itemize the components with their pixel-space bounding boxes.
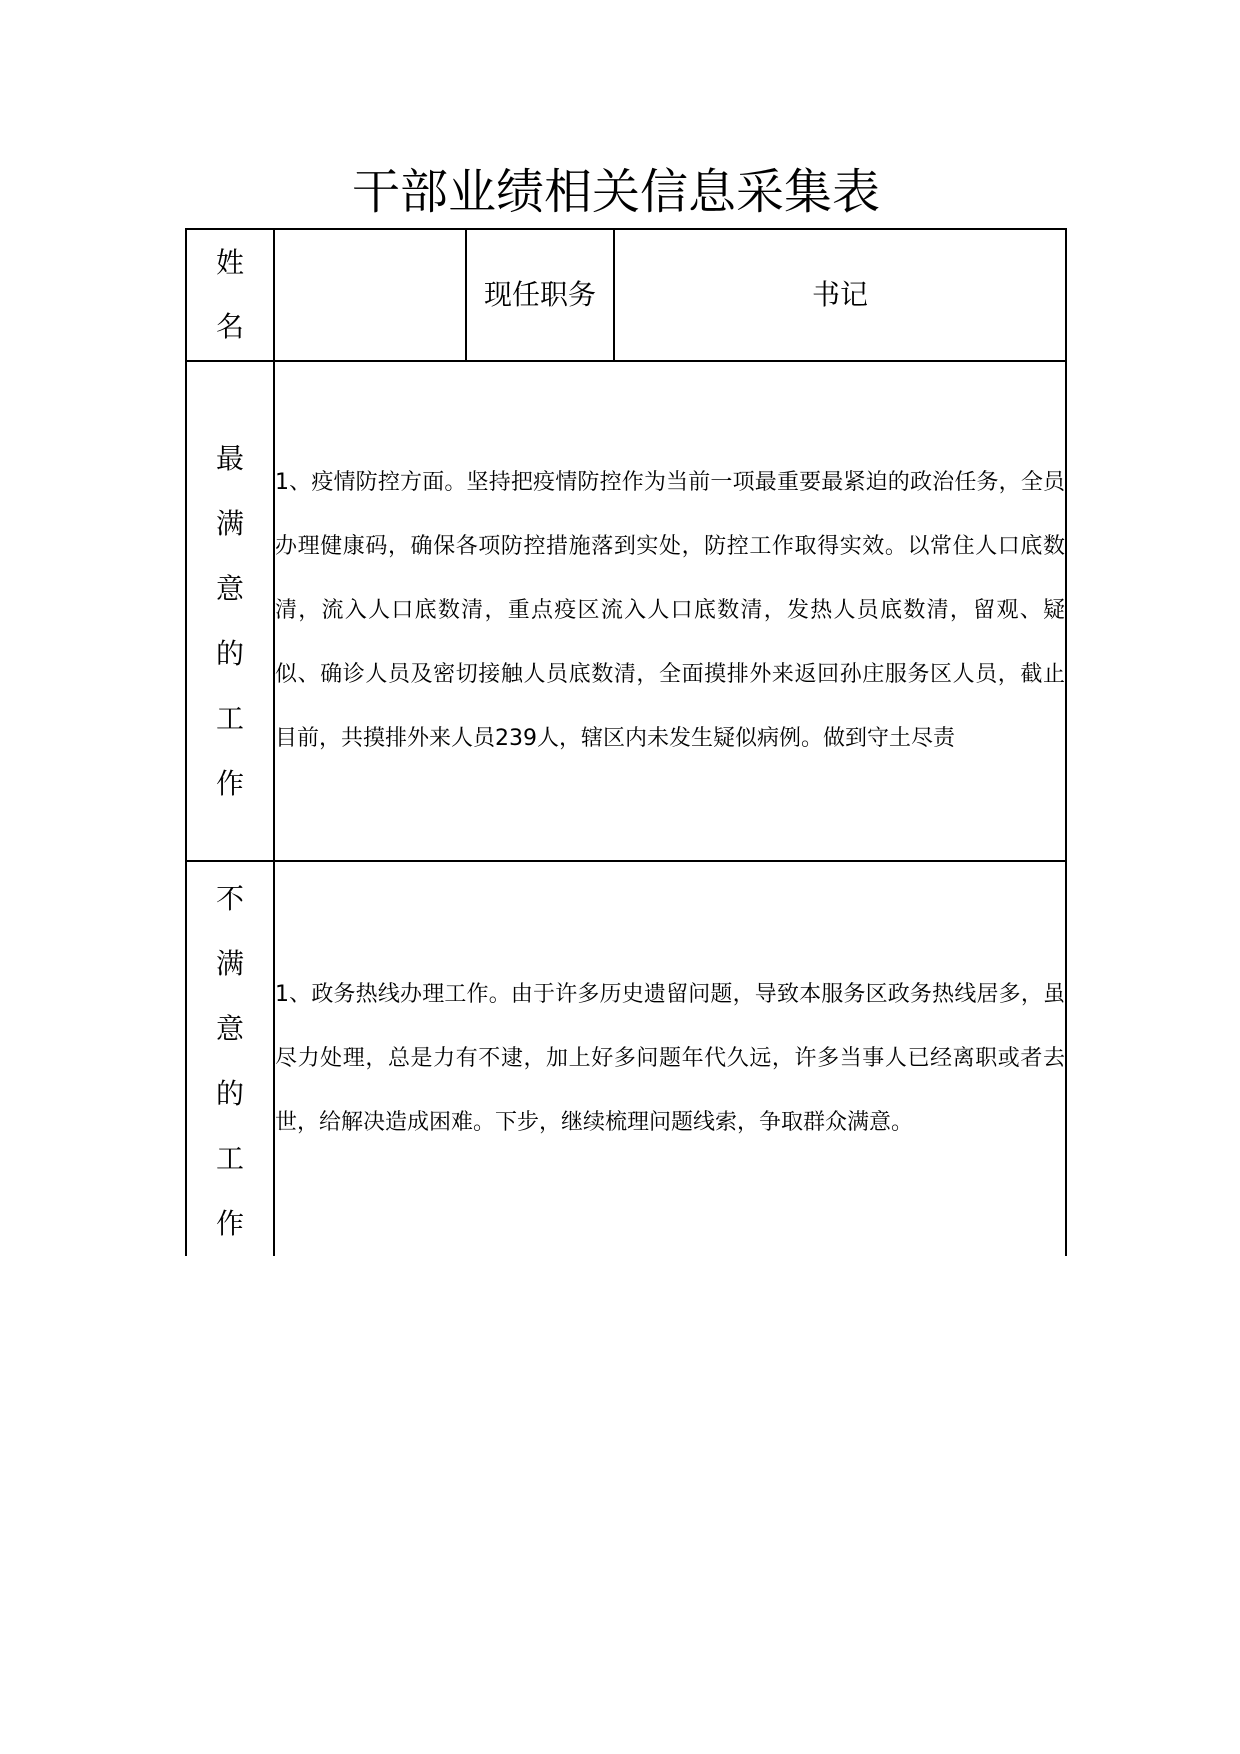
name-label-cell [186, 229, 274, 361]
position-label-cell [466, 229, 614, 361]
name-value-field[interactable] [274, 229, 466, 361]
satisfied-row [186, 361, 1066, 861]
satisfied-label: 最满意的工作 [216, 442, 245, 800]
unsatisfied-label: 不满意的工作 [216, 882, 245, 1240]
unsatisfied-label-cell [186, 861, 274, 1256]
satisfied-text-field[interactable]: 1、疫情防控方面。坚持把疫情防控作为当前一项最重要最紧迫的政治任务，全员办理健康码，确保各项防控措施落到实处，防控工作取得实效。以常住人口底数清，流入人口底数清，重点疫区流入人口底数清，发热人员底数清，留观、疑似、确诊人员及密切接触人员底数清，全面摸排外来返回孙庄服务区人员，截止目前，共摸排外来人员239人，辖区内未发生疑似病例。做到守土尽责 [274, 361, 1066, 861]
position-label: 现任职务 [483, 278, 596, 311]
info-form-table [185, 228, 1067, 1256]
position-value-field[interactable]: 书记 [614, 229, 1066, 361]
satisfied-label-cell [186, 361, 274, 861]
unsatisfied-text-field[interactable]: 1、政务热线办理工作。由于许多历史遗留问题，导致本服务区政务热线居多，虽尽力处理，总是力有不逮，加上好多问题年代久远，许多当事人已经离职或者去世，给解决造成困难。下步，继续梳理问题线索，争取群众满意。 [274, 861, 1066, 1256]
name-label: 姓名 [216, 246, 245, 343]
header-row [186, 229, 1066, 361]
unsatisfied-row [186, 861, 1066, 1256]
page-title: 干部业绩相关信息采集表 [351, 164, 880, 220]
